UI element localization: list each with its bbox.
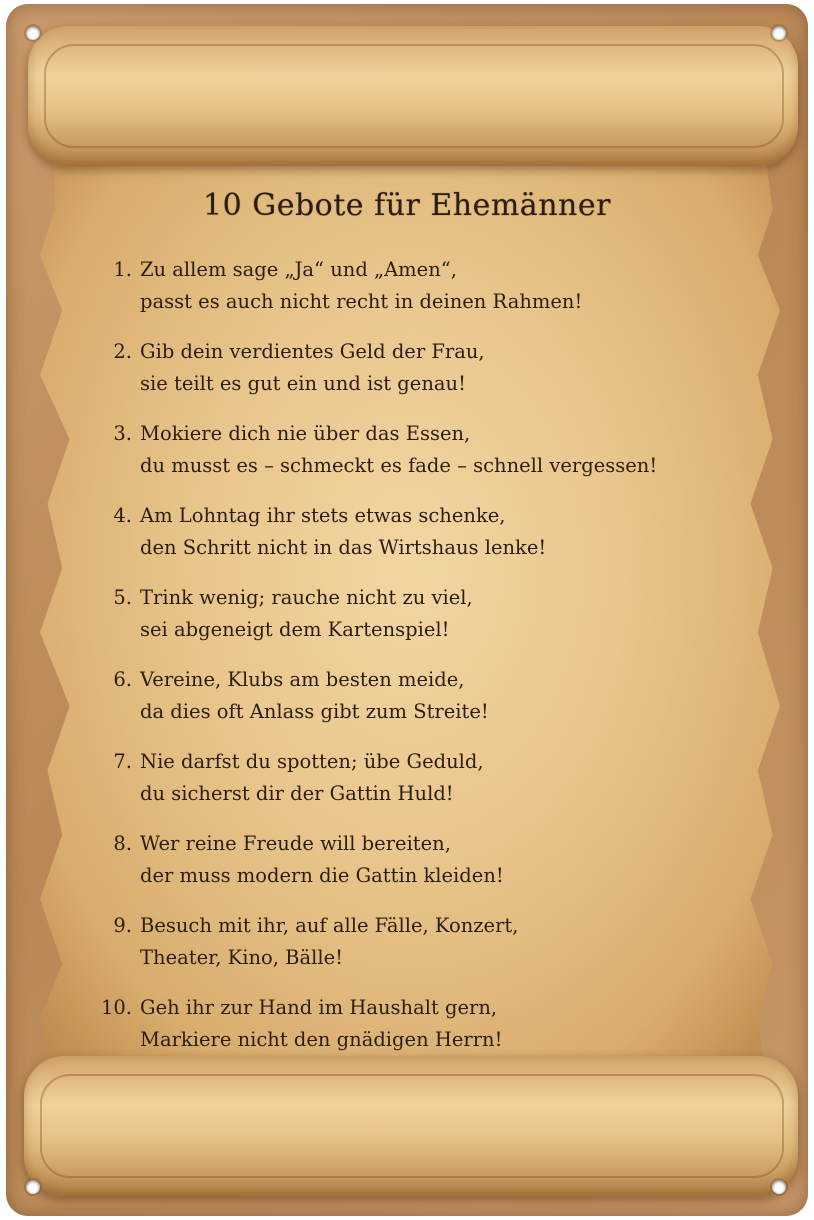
rule-line: Markiere nicht den gnädigen Herrn! xyxy=(140,1028,503,1051)
rule-number: 4. xyxy=(113,504,132,527)
rule-line: passt es auch nicht recht in deinen Rahmen! xyxy=(140,290,583,313)
rule-number: 8. xyxy=(113,832,132,855)
rule-line: Gib dein verdientes Geld der Frau, xyxy=(140,340,485,363)
rule-line: Mokiere dich nie über das Essen, xyxy=(140,422,471,445)
rule-line: Trink wenig; rauche nicht zu viel, xyxy=(140,586,473,609)
rule-line: den Schritt nicht in das Wirtshaus lenke! xyxy=(140,536,547,559)
rule-line: da dies oft Anlass gibt zum Streite! xyxy=(140,700,489,723)
rule-number: 2. xyxy=(113,340,132,363)
rule-number: 3. xyxy=(113,422,132,445)
rule-line: Nie darfst du spotten; übe Geduld, xyxy=(140,750,484,773)
rule-line: Theater, Kino, Bälle! xyxy=(140,946,343,969)
rule-line: Vereine, Klubs am besten meide, xyxy=(140,668,465,691)
rule-line: du musst es – schmeckt es fade – schnell vergessen! xyxy=(140,454,658,477)
rule-number: 5. xyxy=(113,586,132,609)
rule-line: sie teilt es gut ein und ist genau! xyxy=(140,372,466,395)
rule-number: 7. xyxy=(113,750,132,773)
rule-number: 1. xyxy=(113,258,132,281)
rule-line: Zu allem sage „Ja“ und „Amen“, xyxy=(140,258,457,281)
page-title: 10 Gebote für Ehemänner xyxy=(203,188,611,223)
rule-line: Am Lohntag ihr stets etwas schenke, xyxy=(140,504,506,527)
rule-number: 10. xyxy=(100,996,132,1019)
rule-line: sei abgeneigt dem Kartenspiel! xyxy=(140,618,450,641)
rule-line: der muss modern die Gattin kleiden! xyxy=(140,864,504,887)
rule-line: Wer reine Freude will bereiten, xyxy=(140,832,451,855)
rule-number: 9. xyxy=(113,914,132,937)
rule-line: du sicherst dir der Gattin Huld! xyxy=(140,782,454,805)
rule-line: Besuch mit ihr, auf alle Fälle, Konzert, xyxy=(140,914,519,937)
rule-number: 6. xyxy=(113,668,132,691)
rule-line: Geh ihr zur Hand im Haushalt gern, xyxy=(140,996,498,1019)
